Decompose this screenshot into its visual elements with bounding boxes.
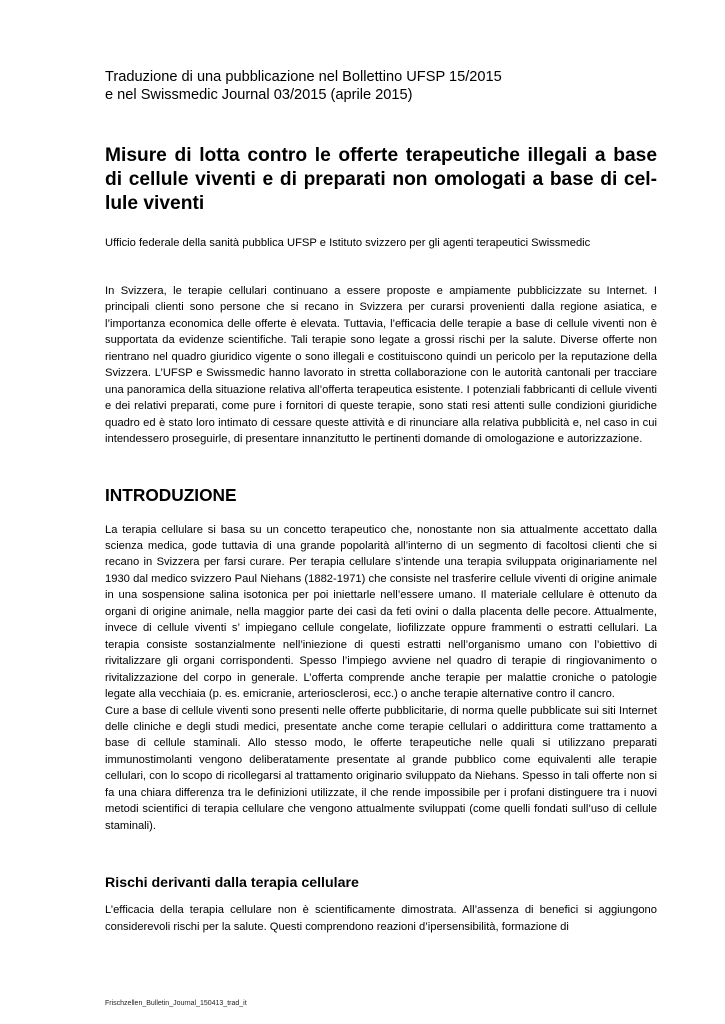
authors-line: Ufficio federale della sanità pubblica UFSP e Istituto svizzero per gli agenti terapeutici Swissmedic bbox=[105, 237, 591, 249]
subsection-heading-rischi: Rischi derivanti dalla terapia cellulare bbox=[105, 875, 359, 892]
intro-paragraph-2: Cure a base di cellule viventi sono presenti nelle offerte pubblicitarie, di norma quelle pubblicate sui siti Internet delle cliniche e degli studi medici, presentate anche come terapie cellulari o addirittura come trattamento a base di cellule staminali. Allo stesso modo, le offerte terapeutiche nelle quali si utilizzano preparati immunostimolanti vengono deliberatamente presentate al grande pubblico come equivalenti alle terapie cellulari, con lo scopo di ricollegarsi al trattamento originario sviluppato da Niehans. Spesso in tali offerte non si fa una chiara differenza tra le definizioni utilizzate, il che rende impossibile per i profani distinguere tra i nuovi metodi scientifici di terapia cellulare che vengono attualmente sviluppati (come quelli fondati sull’uso di cellule staminali). bbox=[105, 704, 657, 832]
publication-note-line-2: e nel Swissmedic Journal 03/2015 (aprile 2015) bbox=[105, 87, 413, 103]
risks-paragraph-1: L’efficacia della terapia cellulare non è scientificamente dimostrata. All’assenza di benefici si aggiungono considerevoli rischi per la salute. Questi comprendono reazioni d’ipersensibilità, formazione di bbox=[105, 904, 657, 933]
publication-note-line-1: Traduzione di una pubblicazione nel Bollettino UFSP 15/2015 bbox=[105, 69, 502, 85]
document-title: Misure di lotta contro le offerte terapeutiche illegali a base di cellule viventi e di preparati non omologati a base di cellule viventi bbox=[105, 145, 657, 214]
section-heading-introduzione: INTRODUZIONE bbox=[105, 484, 237, 505]
page-footer-filename: Frischzellen_Bulletin_Journal_150413_trad_it bbox=[105, 1000, 247, 1007]
document-page bbox=[105, 62, 657, 935]
abstract-paragraph: In Svizzera, le terapie cellulari continuano a essere proposte e ampiamente pubblicizzate su Internet. I principali clienti sono persone che si recano in Svizzera per curarsi provenienti dalla regione asiatica, e l’importanza economica delle offerte è elevata. Tuttavia, l’efficacia delle terapie a base di cellule viventi non è supportata da evidenze scientifiche. Tali terapie sono legate a grossi rischi per la salute. Diverse offerte non rientrano nel quadro giuridico vigente o sono illegali e costituiscono quindi un pericolo per la reputazione della Svizzera. L’UFSP e Swissmedic hanno lavorato in stretta collaborazione con le autorità cantonali per tracciare una panoramica della situazione relativa all’offerta terapeutica esistente. I potenziali fabbricanti di cellule viventi e dei relativi preparati, come pure i fornitori di queste terapie, sono stati resi attenti sulle condizioni giuridiche quadro ed è stato loro intimato di cessare queste attività e di rinunciare alla relativa pubblicità e, nel caso in cui intendessero proseguirle, di presentare innanzitutto le pertinenti domande di omologazione e autorizzazione. bbox=[105, 285, 657, 446]
intro-paragraph-1: La terapia cellulare si basa su un concetto terapeutico che, nonostante non sia attualmente accettato dalla scienza medica, gode tuttavia di una grande popolarità all’interno di un segmento di facoltosi clienti che si recano in Svizzera per farsi curare. Per terapia cellulare s’intende una terapia sviluppata originariamente nel 1930 dal medico svizzero Paul Niehans (1882-1971) che consiste nel trasferire cellule viventi di origine animale in una sospensione salina isotonica per poi iniettarle nell’essere umano. Il materiale cellulare è ottenuto da organi di origine animale, nella maggior parte dei casi da feti ovini o dalla placenta delle pecore. Attualmente, invece di cellule viventi s’ impiegano cellule congelate, liofilizzate oppure frammenti o estratti cellulari. La terapia consiste sostanzialmente nell’iniezione di questi estratti nell’organismo umano con l’obiettivo di rivitalizzare gli organi corrispondenti. Spesso l’impiego avviene nel quadro di terapie di ringiovanimento o rivitalizzazione del corpo in generale. L’offerta comprende anche terapie per malattie croniche o patologie legate alla vecchiaia (p. es. emicranie, arteriosclerosi, ecc.) o anche terapie alternative contro il cancro. bbox=[105, 523, 657, 701]
